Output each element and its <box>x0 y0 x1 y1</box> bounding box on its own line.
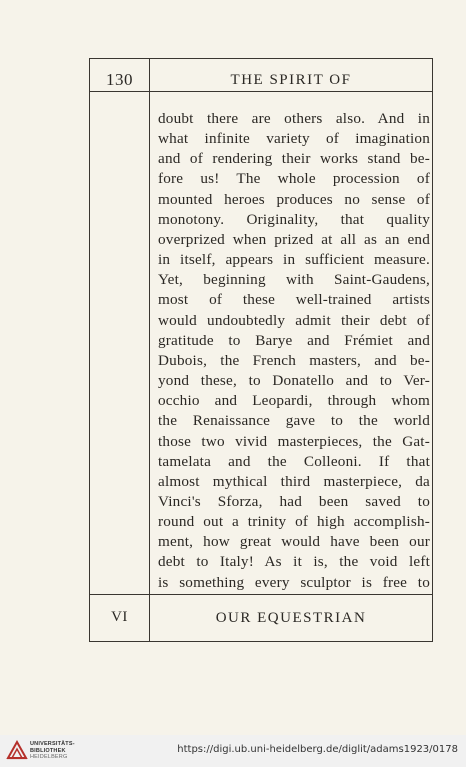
text-line: round out a trinity of high accomplish- <box>158 513 430 531</box>
source-url-link[interactable]: https://digi.ub.uni-heidelberg.de/diglit/adams1923/0178 <box>177 744 458 755</box>
text-line: what infinite variety of imagination <box>158 130 430 148</box>
text-line: and of rendering their works stand be- <box>158 150 430 168</box>
text-line: overprized when prized at all as an end <box>158 230 430 248</box>
running-head: THE SPIRIT OF <box>230 72 352 88</box>
page-number: 130 <box>106 70 133 89</box>
catchword: OUR EQUESTRIAN <box>215 610 367 626</box>
library-name-line2: BIBLIOTHEK <box>30 747 66 754</box>
text-line: is something every sculptor is free to <box>158 573 430 591</box>
margin-rule <box>149 59 150 641</box>
viewer-footer <box>0 735 466 767</box>
library-name-line3: HEIDELBERG <box>30 754 68 760</box>
text-line: debt to Italy! As it is, the void left <box>158 553 430 571</box>
page-frame <box>89 58 433 642</box>
text-line: gratitude to Barye and Frémiet and <box>158 331 430 349</box>
library-name[interactable] <box>30 741 75 761</box>
text-line: the Renaissance gave to the world <box>158 412 430 430</box>
text-line: would undoubtedly admit their debt of <box>158 311 430 329</box>
header-rule <box>90 91 432 92</box>
text-line: Yet, beginning with Saint-Gaudens, <box>158 271 430 289</box>
text-line: tamelata and the Colleoni. If that <box>158 452 430 470</box>
text-line: doubt there are others also. And in <box>158 110 430 127</box>
university-library-logo-icon[interactable] <box>6 740 28 760</box>
footer-rule <box>90 594 432 595</box>
text-line: fore us! The whole procession of <box>158 170 430 188</box>
text-line: Vinci's Sforza, had been saved to <box>158 492 430 510</box>
text-line: occhio and Leopardi, through whom <box>158 392 430 410</box>
text-line: monotony. Originality, that quality <box>158 210 430 228</box>
text-line: yond these, to Donatello and to Ver- <box>158 372 430 390</box>
body-text <box>158 109 430 593</box>
text-line: most of these well-trained artists <box>158 291 430 309</box>
text-line: almost mythical third masterpiece, da <box>158 472 430 490</box>
library-name-line1: UNIVERSITÄTS- <box>30 741 75 747</box>
text-line: those two vivid masterpieces, the Gat- <box>158 432 430 450</box>
text-line: mounted heroes produces no sense of <box>158 190 430 208</box>
text-line: ment, how great would have been our <box>158 533 430 551</box>
chapter-number: VI <box>111 609 128 625</box>
text-line: Dubois, the French masters, and be- <box>158 351 430 369</box>
text-line: in itself, appears in sufficient measure. <box>158 251 430 269</box>
